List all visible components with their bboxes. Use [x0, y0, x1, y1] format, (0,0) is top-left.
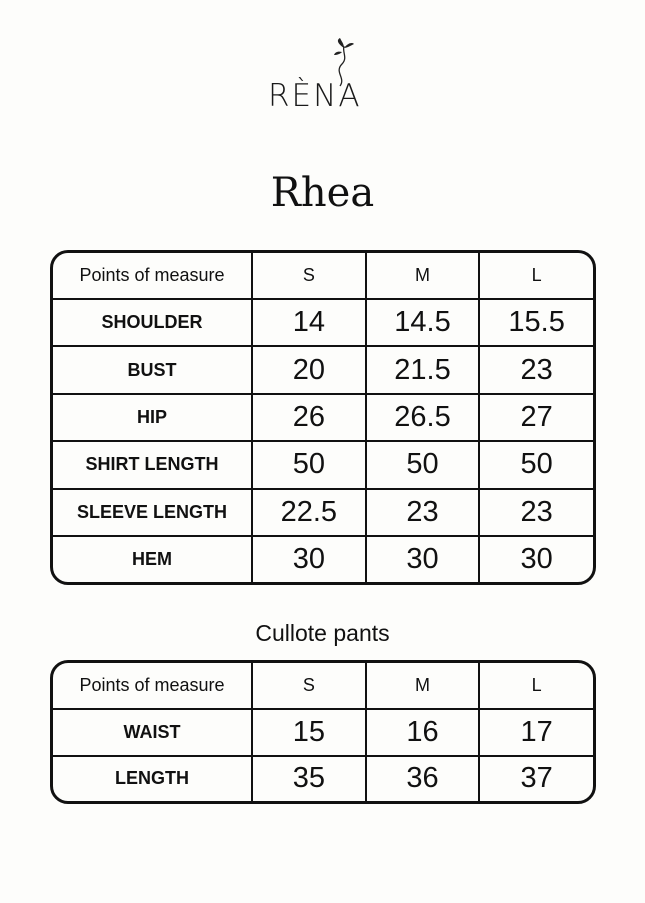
cell-value: 23	[366, 489, 480, 536]
table-header-row	[53, 253, 593, 299]
cell-value: 20	[252, 346, 366, 393]
row-label: WAIST	[53, 709, 252, 756]
cell-value: 30	[520, 542, 553, 575]
row-label: SLEEVE LENGTH	[53, 489, 252, 536]
cell-value: 21.5	[366, 346, 480, 393]
row-label: SHIRT LENGTH	[53, 441, 252, 488]
cell-value: 15.5	[479, 299, 593, 346]
cell-value: 22.5	[252, 489, 366, 536]
header-size-m: M	[366, 253, 480, 299]
header-size-m: M	[366, 663, 480, 709]
cell-value: 30	[366, 536, 480, 582]
row-label: BUST	[53, 346, 252, 393]
table-row	[53, 441, 593, 488]
cell-value: 26.5	[366, 394, 480, 441]
cell-value: 17	[479, 709, 593, 756]
cell-value: 50	[252, 441, 366, 488]
table-row	[53, 346, 593, 393]
header-points-of-measure: Points of measure	[53, 663, 252, 709]
cell-value: 23	[479, 489, 593, 536]
row-label: SHOULDER	[53, 299, 252, 346]
table-row	[53, 489, 593, 536]
cell-value: 15	[252, 709, 366, 756]
header-size-l: L	[479, 253, 593, 299]
header-size-l: L	[479, 663, 593, 709]
table-row	[53, 394, 593, 441]
brand-logo: RÈNA	[268, 78, 362, 114]
cell-value: 37	[520, 762, 553, 795]
row-label: LENGTH	[53, 756, 252, 801]
table-row	[53, 299, 593, 346]
table-row	[53, 536, 593, 582]
cell-value: 14	[252, 299, 366, 346]
table-row	[53, 709, 593, 756]
header-size-s: S	[252, 253, 366, 299]
cell-value: 14.5	[366, 299, 480, 346]
cell-value: 50	[479, 441, 593, 488]
cell-value: 23	[479, 346, 593, 393]
cell-value: 16	[366, 709, 480, 756]
cell-value: 26	[252, 394, 366, 441]
cell-value: 50	[366, 441, 480, 488]
table-header-row	[53, 663, 593, 709]
pants-section-title: Cullote pants	[255, 620, 390, 646]
product-title: Rhea	[270, 170, 375, 216]
row-label: HIP	[53, 394, 252, 441]
size-chart-table	[50, 250, 596, 585]
cell-value: 35	[252, 756, 366, 801]
pants-size-chart-table	[50, 660, 596, 804]
row-label: HEM	[53, 536, 252, 582]
header-points-of-measure: Points of measure	[53, 253, 252, 299]
header-size-s: S	[252, 663, 366, 709]
cell-value: 27	[479, 394, 593, 441]
table-row	[53, 756, 593, 801]
cell-value: 36	[366, 756, 480, 801]
cell-value: 30	[252, 536, 366, 582]
